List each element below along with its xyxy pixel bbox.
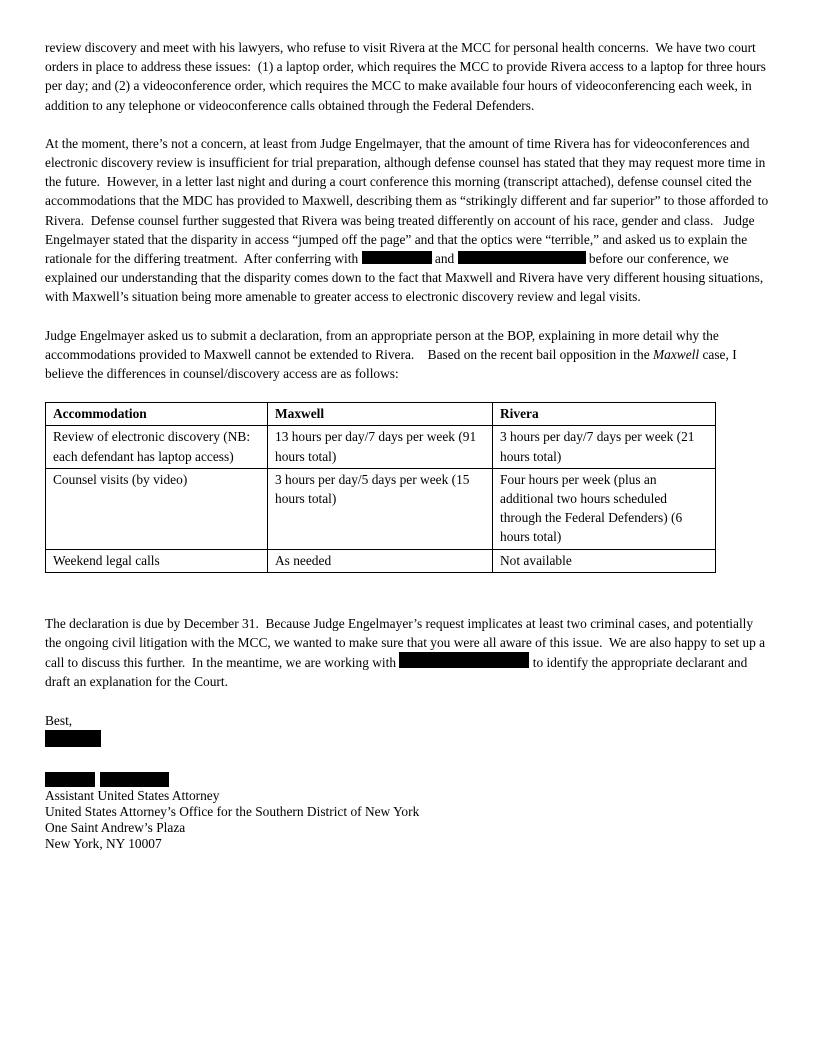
redaction-bar	[458, 251, 586, 264]
italic-text: Maxwell	[653, 346, 700, 362]
closing-paragraphs	[45, 614, 771, 751]
signature-line: United States Attorney’s Office for the Southern District of New York	[45, 804, 420, 820]
table-header-row	[46, 403, 716, 426]
body-paragraphs	[45, 38, 771, 383]
accommodations-table-container	[45, 402, 771, 573]
signature-block	[45, 771, 771, 852]
table-cell: 13 hours per day/7 days per week (91 hours total)	[268, 426, 493, 468]
redaction-bar	[45, 730, 101, 747]
table-cell: Review of electronic discovery (NB: each defendant has laptop access)	[46, 426, 268, 468]
paragraph-sign-off: Best,	[45, 711, 771, 751]
redaction-bar	[399, 652, 529, 668]
signature-lines	[45, 788, 771, 852]
paragraph-declaration-deadline: The declaration is due by December 31. Because Judge Engelmayer’s request implicates at least two criminal cases, and potentially the ongoing civil litigation with the MCC, we wanted to make sure that you were all aware of this issue. We are also happy to set up a call to discuss this further. In the meantime, we are working with to identify the appropriate declarant and draft an explanation for the Court.	[45, 615, 769, 690]
redaction-bar	[362, 251, 432, 264]
signature-line: One Saint Andrew’s Plaza	[45, 820, 186, 836]
table-header-cell: Accommodation	[46, 403, 268, 426]
redaction-bar	[45, 772, 95, 787]
table-cell: As needed	[268, 549, 493, 572]
table-cell: Weekend legal calls	[46, 549, 268, 572]
paragraph-court-orders: review discovery and meet with his lawyers, who refuse to visit Rivera at the MCC for personal health concerns. We have two court orders in place to address these issues: (1) a laptop order, which requires the MCC to provide Rivera access to a laptop for three hours per day; and (2) a videoconference order, which requires the MCC to make available four hours of videoconferencing each week, in addition to any telephone or videoconference calls obtained through the Federal Defenders.	[45, 40, 770, 113]
table-cell: Not available	[493, 549, 716, 572]
signature-name-redactions	[45, 771, 771, 787]
table-header-cell: Rivera	[493, 403, 716, 426]
accommodations-comparison-table	[45, 402, 716, 573]
table-row	[46, 468, 716, 549]
table-cell: Counsel visits (by video)	[46, 468, 268, 549]
table-cell: 3 hours per day/7 days per week (21 hours total)	[493, 426, 716, 468]
signature-line: Assistant United States Attorney	[45, 788, 220, 804]
table-header-cell: Maxwell	[268, 403, 493, 426]
table-row	[46, 549, 716, 572]
table-cell: 3 hours per day/5 days per week (15 hours total)	[268, 468, 493, 549]
table-row	[46, 426, 716, 468]
paragraph-court-conference: At the moment, there’s not a concern, at least from Judge Engelmayer, that the amount of time Rivera has for videoconferences and electronic discovery review is insufficient for trial preparation, although defense counsel has stated that they may request more time in the future. However, in a letter last night and during a court conference this morning (transcript attached), defense counsel cited the accommodations that the MDC has provided to Maxwell, describing them as “strikingly different and far superior” to those afforded to Rivera. Defense counsel further suggested that Rivera was being treated differently on account of his race, gender and class. Judge Engelmayer stated that the disparity in access “jumped off the page” and that the optics were “terrible,” and asked us to explain the rationale for the differing treatment. After conferring with and before our conference, we explained our understanding that the disparity comes down to the fact that Maxwell and Rivera have very different housing situations, with Maxwell’s situation being more amenable to greater access to electronic discovery review and legal visits.	[45, 135, 772, 305]
paragraph-declaration-request: Judge Engelmayer asked us to submit a declaration, from an appropriate person at the BOP, explaining in more detail why the accommodations provided to Maxwell cannot be extended to Rivera. Based on the recent bail opposition in the Maxwell case, I believe the differences in counsel/discovery access are as follows:	[45, 327, 741, 382]
redaction-bar	[100, 772, 169, 787]
table-cell: Four hours per week (plus an additional two hours scheduled through the Federal Defenders) (6 hours total)	[493, 468, 716, 549]
signature-line: New York, NY 10007	[45, 836, 162, 852]
